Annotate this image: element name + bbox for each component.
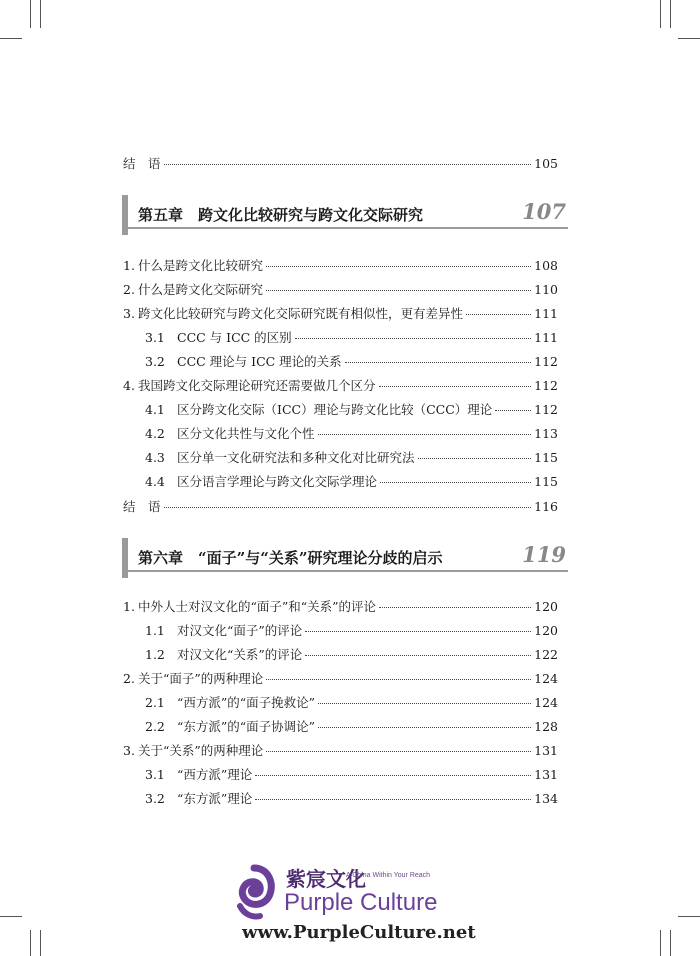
- toc-entry-number: 4.2: [145, 426, 165, 441]
- chapter-bar: [122, 538, 128, 578]
- dot-leader: [164, 506, 532, 508]
- toc-entry-page: 124: [534, 671, 558, 686]
- toc-entry-page: 105: [534, 156, 558, 171]
- dot-leader: [305, 654, 531, 656]
- toc-entry[interactable]: [123, 256, 558, 274]
- toc-entry-title: 结 语: [123, 156, 161, 171]
- crop-mark: [40, 930, 41, 956]
- dot-leader: [379, 385, 532, 387]
- dot-leader: [379, 606, 531, 608]
- toc-entry-number: 3.: [123, 306, 135, 321]
- toc-entry-number: 1.1: [145, 623, 165, 638]
- dot-leader: [466, 313, 531, 315]
- toc-entry[interactable]: [145, 352, 558, 370]
- toc-entry-title: 什么是跨文化比较研究: [138, 258, 264, 273]
- toc-entry-page: 120: [534, 623, 558, 638]
- toc-entry-title: 区分文化共性与文化个性: [177, 426, 315, 441]
- toc-entry-number: 1.2: [145, 647, 165, 662]
- toc-entry[interactable]: [123, 376, 558, 394]
- crop-mark: [30, 0, 31, 28]
- toc-entry-number: 1.: [123, 599, 135, 614]
- toc-entry[interactable]: [123, 154, 558, 172]
- toc-entry-number: 2.: [123, 282, 135, 297]
- toc-entry-page: 124: [534, 695, 558, 710]
- chapter-page: 119: [522, 542, 566, 567]
- toc-entry-number: 4.4: [145, 474, 165, 489]
- toc-entry[interactable]: [145, 717, 558, 735]
- toc-entry-page: 110: [534, 282, 558, 297]
- toc-entry-page: 115: [534, 450, 558, 465]
- crop-mark: [660, 930, 661, 956]
- dot-leader: [305, 630, 531, 632]
- toc-entry-number: 3.2: [145, 791, 165, 806]
- chapter-page: 107: [522, 199, 566, 224]
- toc-entry[interactable]: [123, 304, 558, 322]
- crop-mark: [0, 916, 22, 917]
- dot-leader: [255, 798, 531, 800]
- toc-entry-page: 112: [534, 402, 558, 417]
- toc-entry-title: “东方派”理论: [177, 791, 253, 806]
- toc-entry-title: 对汉文化“面子”的评论: [177, 623, 303, 638]
- dot-leader: [318, 726, 531, 728]
- toc-entry[interactable]: [145, 789, 558, 807]
- toc-entry-title: 区分单一文化研究法和多种文化对比研究法: [177, 450, 415, 465]
- toc-entry[interactable]: [123, 741, 558, 759]
- dot-leader: [266, 750, 531, 752]
- toc-entry[interactable]: [145, 448, 558, 466]
- toc-entry-number: 4.1: [145, 402, 165, 417]
- toc-entry-title: 区分语言学理论与跨文化交际学理论: [177, 474, 378, 489]
- logo-chinese-name: 紫宸文化: [286, 867, 366, 891]
- dot-leader: [266, 265, 531, 267]
- crop-mark: [0, 38, 22, 39]
- toc-entry-page: 108: [534, 258, 558, 273]
- toc-entry-title: 跨文化比较研究与跨文化交际研究既有相似性，更有差异性: [138, 306, 464, 321]
- toc-entry[interactable]: [145, 765, 558, 783]
- toc-entry-number: 4.: [123, 378, 135, 393]
- dot-leader: [266, 289, 531, 291]
- chapter-heading[interactable]: [122, 195, 568, 235]
- toc-entry[interactable]: [123, 597, 558, 615]
- dot-leader: [164, 163, 532, 165]
- toc-entry-number: 2.: [123, 671, 135, 686]
- dot-leader: [495, 409, 531, 411]
- toc-entry-number: 3.2: [145, 354, 165, 369]
- toc-entry-page: 131: [534, 767, 558, 782]
- toc-entry-page: 115: [534, 474, 558, 489]
- toc-entry[interactable]: [145, 400, 558, 418]
- toc-entry-number: 4.3: [145, 450, 165, 465]
- chapter-title: 第六章 “面子”与“关系”研究理论分歧的启示: [138, 549, 443, 567]
- toc-entry[interactable]: [123, 497, 558, 515]
- toc-entry-title: “东方派”的“面子协调论”: [177, 719, 316, 734]
- crop-mark: [670, 930, 671, 956]
- toc-entry-page: 120: [534, 599, 558, 614]
- dot-leader: [318, 433, 532, 435]
- toc-entry[interactable]: [145, 645, 558, 663]
- purple-culture-watermark: [230, 862, 490, 952]
- toc-entry-page: 113: [534, 426, 558, 441]
- toc-entry[interactable]: [123, 669, 558, 687]
- toc-entry-number: 3.: [123, 743, 135, 758]
- toc-entry[interactable]: [123, 280, 558, 298]
- toc-entry-page: 128: [534, 719, 558, 734]
- toc-entry[interactable]: [145, 621, 558, 639]
- toc-entry-page: 116: [534, 499, 558, 514]
- toc-entry-page: 122: [534, 647, 558, 662]
- toc-entry[interactable]: [145, 424, 558, 442]
- dot-leader: [345, 361, 531, 363]
- toc-entry-title: 结 语: [123, 499, 161, 514]
- toc-entry-number: 3.1: [145, 767, 165, 782]
- crop-mark: [30, 930, 31, 956]
- toc-entry-title: 我国跨文化交际理论研究还需要做几个区分: [138, 378, 376, 393]
- dot-leader: [418, 457, 532, 459]
- dot-leader: [266, 678, 531, 680]
- toc-entry-title: 对汉文化“关系”的评论: [177, 647, 303, 662]
- toc-entry[interactable]: [145, 472, 558, 490]
- toc-entry-page: 111: [534, 330, 558, 345]
- toc-entry-title: CCC 与 ICC 的区别: [177, 330, 292, 345]
- chapter-rule: [128, 227, 568, 229]
- crop-mark: [678, 38, 700, 39]
- toc-entry-number: 3.1: [145, 330, 165, 345]
- chapter-rule: [128, 570, 568, 572]
- toc-entry[interactable]: [145, 328, 558, 346]
- dot-leader: [255, 774, 531, 776]
- logo-brand-name: Purple Culture: [284, 889, 438, 916]
- toc-entry-title: 中外人士对汉文化的“面子”和“关系”的评论: [138, 599, 377, 614]
- toc-entry-page: 131: [534, 743, 558, 758]
- logo-tagline: A China Within Your Reach: [346, 872, 431, 879]
- crop-mark: [678, 916, 700, 917]
- toc-entry-title: 区分跨文化交际（ICC）理论与跨文化比较（CCC）理论: [177, 402, 493, 417]
- chapter-title: 第五章 跨文化比较研究与跨文化交际研究: [138, 206, 424, 224]
- toc-entry-number: 2.1: [145, 695, 165, 710]
- toc-entry-number: 1.: [123, 258, 135, 273]
- dot-leader: [295, 337, 531, 339]
- toc-entry-title: 关于“面子”的两种理论: [138, 671, 264, 686]
- toc-entry[interactable]: [145, 693, 558, 711]
- toc-entry-page: 112: [534, 354, 558, 369]
- toc-entry-title: “西方派”理论: [177, 767, 253, 782]
- crop-mark: [670, 0, 671, 28]
- chapter-bar: [122, 195, 128, 235]
- chapter-heading[interactable]: [122, 538, 568, 578]
- toc-entry-title: 关于“关系”的两种理论: [138, 743, 264, 758]
- spiral-logo-icon: [230, 862, 278, 922]
- crop-mark: [40, 0, 41, 28]
- crop-mark: [660, 0, 661, 28]
- toc-entry-title: CCC 理论与 ICC 理论的关系: [177, 354, 342, 369]
- toc-entry-title: “西方派”的“面子挽救论”: [177, 695, 316, 710]
- dot-leader: [380, 481, 531, 483]
- toc-entry-page: 112: [534, 378, 558, 393]
- dot-leader: [318, 702, 531, 704]
- toc-entry-page: 111: [534, 306, 558, 321]
- toc-entry-title: 什么是跨文化交际研究: [138, 282, 264, 297]
- toc-entry-number: 2.2: [145, 719, 165, 734]
- toc-entry-page: 134: [534, 791, 558, 806]
- logo-url: www.PurpleCulture.net: [242, 922, 476, 943]
